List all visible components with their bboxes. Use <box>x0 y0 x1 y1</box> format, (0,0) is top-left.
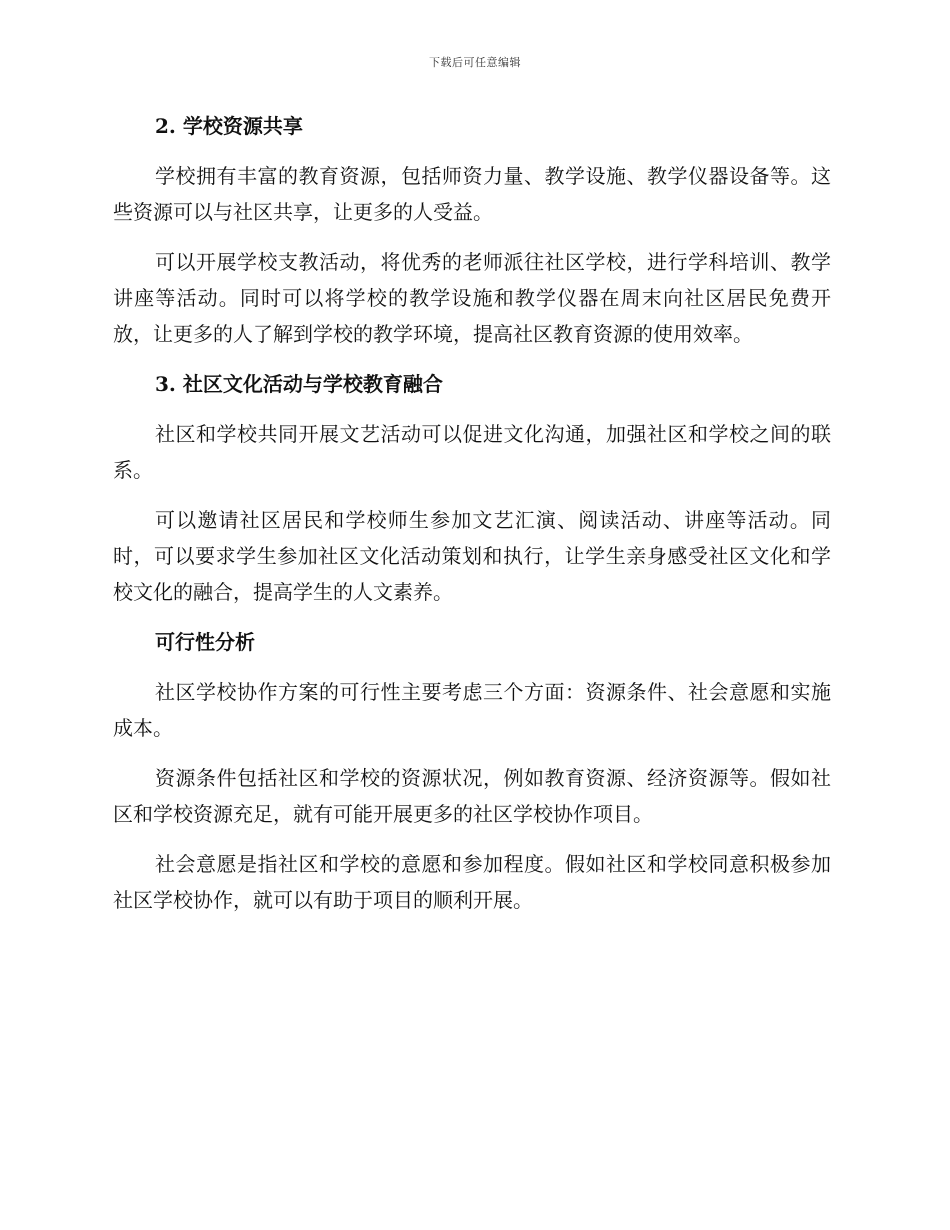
paragraph: 社区学校协作方案的可行性主要考虑三个方面：资源条件、社会意愿和实施成本。 <box>113 680 831 740</box>
paragraph: 社会意愿是指社区和学校的意愿和参加程度。假如社区和学校同意积极参加社区学校协作，就可以有助于项目的顺利开展。 <box>113 852 831 912</box>
paragraph: 可以邀请社区居民和学校师生参加文艺汇演、阅读活动、讲座等活动。同时，可以要求学生参加社区文化活动策划和执行，让学生亲身感受社区文化和学校文化的融合，提高学生的人文素养。 <box>113 508 831 604</box>
page-header: 下载后可任意编辑 <box>429 56 521 69</box>
section-heading-resource-sharing: 2. 学校资源共享 <box>155 114 303 138</box>
section-heading-feasibility: 可行性分析 <box>155 630 255 654</box>
paragraph: 资源条件包括社区和学校的资源状况，例如教育资源、经济资源等。假如社区和学校资源充足，就有可能开展更多的社区学校协作项目。 <box>113 766 831 826</box>
paragraph: 社区和学校共同开展文艺活动可以促进文化沟通，加强社区和学校之间的联系。 <box>113 422 831 482</box>
paragraph: 可以开展学校支教活动，将优秀的老师派往社区学校，进行学科培训、教学讲座等活动。同时可以将学校的教学设施和教学仪器在周末向社区居民免费开放，让更多的人了解到学校的教学环境，提高社区教育资源的使用效率。 <box>113 250 831 346</box>
section-heading-culture-integration: 3. 社区文化活动与学校教育融合 <box>155 372 443 396</box>
document-body <box>113 108 831 918</box>
paragraph: 学校拥有丰富的教育资源，包括师资力量、教学设施、教学仪器设备等。这些资源可以与社区共享，让更多的人受益。 <box>113 164 831 224</box>
